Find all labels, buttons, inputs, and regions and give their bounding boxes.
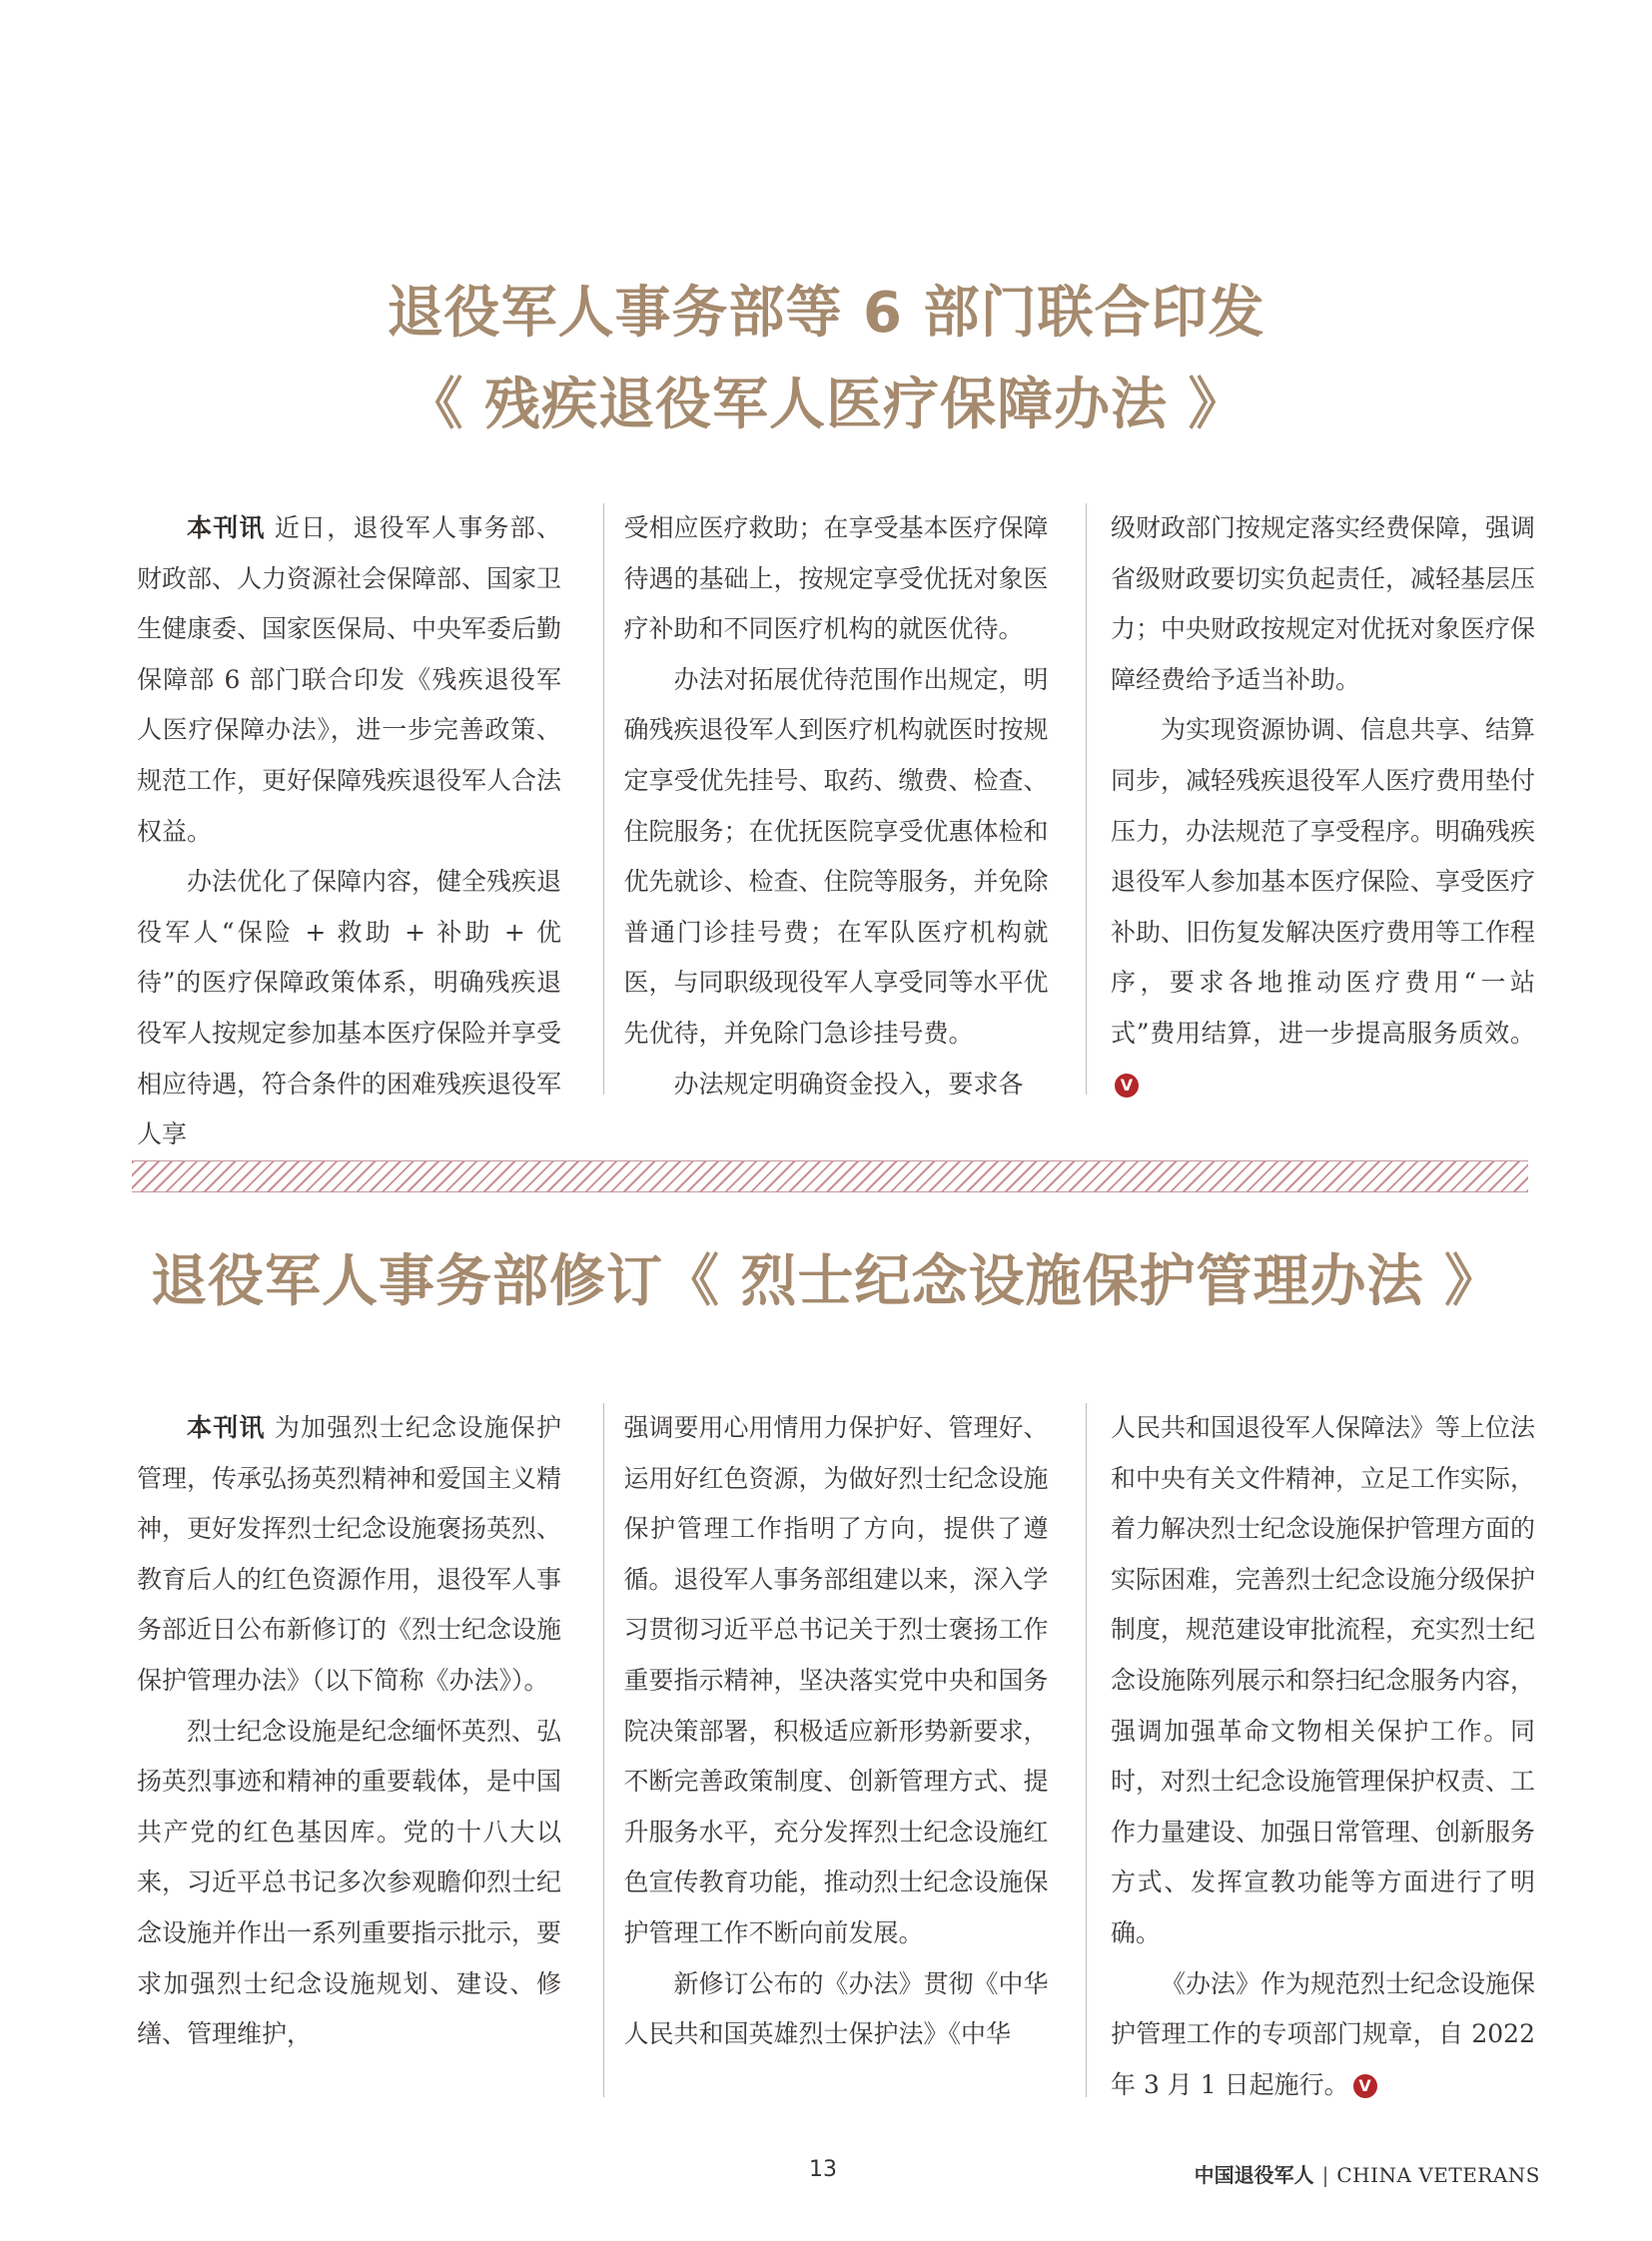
article2-paragraph-4-text: 《办法》作为规范烈士纪念设施保护管理工作的专项部门规章，自 2022 年 3 月 1 日起施行。	[1111, 1968, 1536, 2099]
article1-column-2	[623, 503, 1049, 1099]
article2-column-3	[1111, 1403, 1535, 2097]
article2-lead: 本刊讯	[187, 1413, 266, 1442]
article1-paragraph-2-cont: 受相应医疗救助；在享受基本医疗保障待遇的基础上，按规定享受优抚对象医疗补助和不同医疗机构的就医优待。	[623, 513, 1049, 644]
article1-paragraph-3: 办法对拓展优待范围作出规定，明确残疾退役军人到医疗机构就医时按规定享受优先挂号、取药、缴费、检查、住院服务；在优抚医院享受优惠体检和优先就诊、检查、住院等服务，并免除普通门诊挂号费；在军队医疗机构就医，与同职级现役军人享受同等水平优先优待，并免除门急诊挂号费。	[623, 664, 1049, 1048]
article1-column-1	[137, 503, 562, 1149]
article1-title-line1: 退役军人事务部等 6 部门联合印发	[387, 281, 1265, 346]
article1-paragraph-5	[1111, 705, 1535, 1110]
article2-paragraph-4	[1111, 1959, 1535, 2111]
article1-column-3	[1111, 503, 1535, 1095]
column-divider	[603, 1403, 604, 2097]
magazine-name-cn: 中国退役军人	[1194, 2163, 1314, 2187]
section-divider	[132, 1160, 1528, 1192]
article1-lead: 本刊讯	[187, 513, 266, 542]
page-footer	[0, 2157, 1652, 2197]
article1-paragraph-1	[137, 503, 561, 857]
article1-title-line2: 《 残疾退役军人医疗保障办法 》	[407, 373, 1245, 437]
article2-column-2	[624, 1403, 1049, 2097]
article2-paragraph-3: 新修订公布的《办法》贯彻《中华人民共和国英雄烈士保护法》《中华	[623, 1968, 1049, 2049]
article1-paragraph-4: 办法规定明确资金投入，要求各	[673, 1069, 1024, 1099]
column-divider	[1086, 503, 1087, 1095]
article1-paragraph-5-text: 为实现资源协调、信息共享、结算同步，减轻残疾退役军人医疗费用垫付压力，办法规范了享受程序。明确残疾退役军人参加基本医疗保险、享受医疗补助、旧伤复发解决医疗费用等工作程序，要求各地推动医疗费用“一站式”费用结算，进一步提高服务质效。	[1111, 715, 1536, 1048]
article1-paragraph-1-text: 近日，退役军人事务部、财政部、人力资源社会保障部、国家卫生健康委、国家医保局、中央军委后勤保障部 6 部门联合印发《残疾退役军人医疗保障办法》，进一步完善政策、规范工作，更好保障残疾退役军人合法权益。	[137, 513, 562, 846]
article2-paragraph-1	[137, 1403, 561, 1707]
end-mark-icon: V	[1115, 1074, 1139, 1098]
article2-paragraph-3-cont: 人民共和国退役军人保障法》等上位法和中央有关文件精神，立足工作实际，着力解决烈士纪念设施保护管理方面的实际困难，完善烈士纪念设施分级保护制度，规范建设审批流程，充实烈士纪念设施陈列展示和祭扫纪念服务内容，强调加强革命文物相关保护工作。同时，对烈士纪念设施管理保护权责、工作力量建设、加强日常管理、创新服务方式、发挥宣教功能等方面进行了明确。	[1111, 1413, 1536, 1947]
article1-body	[137, 503, 1536, 1149]
magazine-masthead	[1195, 2159, 1540, 2188]
column-divider	[1086, 1403, 1087, 2097]
article2-title: 退役军人事务部修订《 烈士纪念设施保护管理办法 》	[151, 1249, 1501, 1314]
article2-paragraph-2-cont: 强调要用心用情用力保护好、管理好、运用好红色资源，为做好烈士纪念设施保护管理工作指明了方向，提供了遵循。退役军人事务部组建以来，深入学习贯彻习近平总书记关于烈士褒扬工作重要指示精神，坚决落实党中央和国务院决策部署，积极适应新形势新要求，不断完善政策制度、创新管理方式、提升服务水平，充分发挥烈士纪念设施红色宣传教育功能，推动烈士纪念设施保护管理工作不断向前发展。	[623, 1413, 1049, 1947]
article1-paragraph-4-cont: 级财政部门按规定落实经费保障，强调省级财政要切实负起责任，减轻基层压力；中央财政按规定对优抚对象医疗保障经费给予适当补助。	[1111, 513, 1536, 694]
masthead-separator: |	[1321, 2163, 1329, 2187]
article1-title	[0, 268, 1652, 451]
magazine-name-en: CHINA VETERANS	[1336, 2163, 1540, 2187]
article2-paragraph-2: 烈士纪念设施是纪念缅怀英烈、弘扬英烈事迹和精神的重要载体，是中国共产党的红色基因库。党的十八大以来，习近平总书记多次参观瞻仰烈士纪念设施并作出一系列重要指示批示，要求加强烈士纪念设施规划、建设、修缮、管理维护，	[137, 1716, 562, 2049]
article2-paragraph-1-text: 为加强烈士纪念设施保护管理，传承弘扬英烈精神和爱国主义精神，更好发挥烈士纪念设施褒扬英烈、教育后人的红色资源作用，退役军人事务部近日公布新修订的《烈士纪念设施保护管理办法》（以下简称《办法》）。	[137, 1413, 562, 1695]
article2-body	[137, 1403, 1535, 2097]
end-mark-icon: V	[1353, 2074, 1377, 2098]
page-number: 13	[809, 2157, 837, 2182]
article2-column-1	[137, 1403, 561, 2097]
article1-paragraph-2: 办法优化了保障内容，健全残疾退役军人“保险 + 救助 + 补助 + 优待”的医疗保障政策体系，明确残疾退役军人按规定参加基本医疗保险并享受相应待遇，符合条件的困难残疾退役军人享	[137, 867, 562, 1149]
column-divider	[603, 503, 604, 1095]
